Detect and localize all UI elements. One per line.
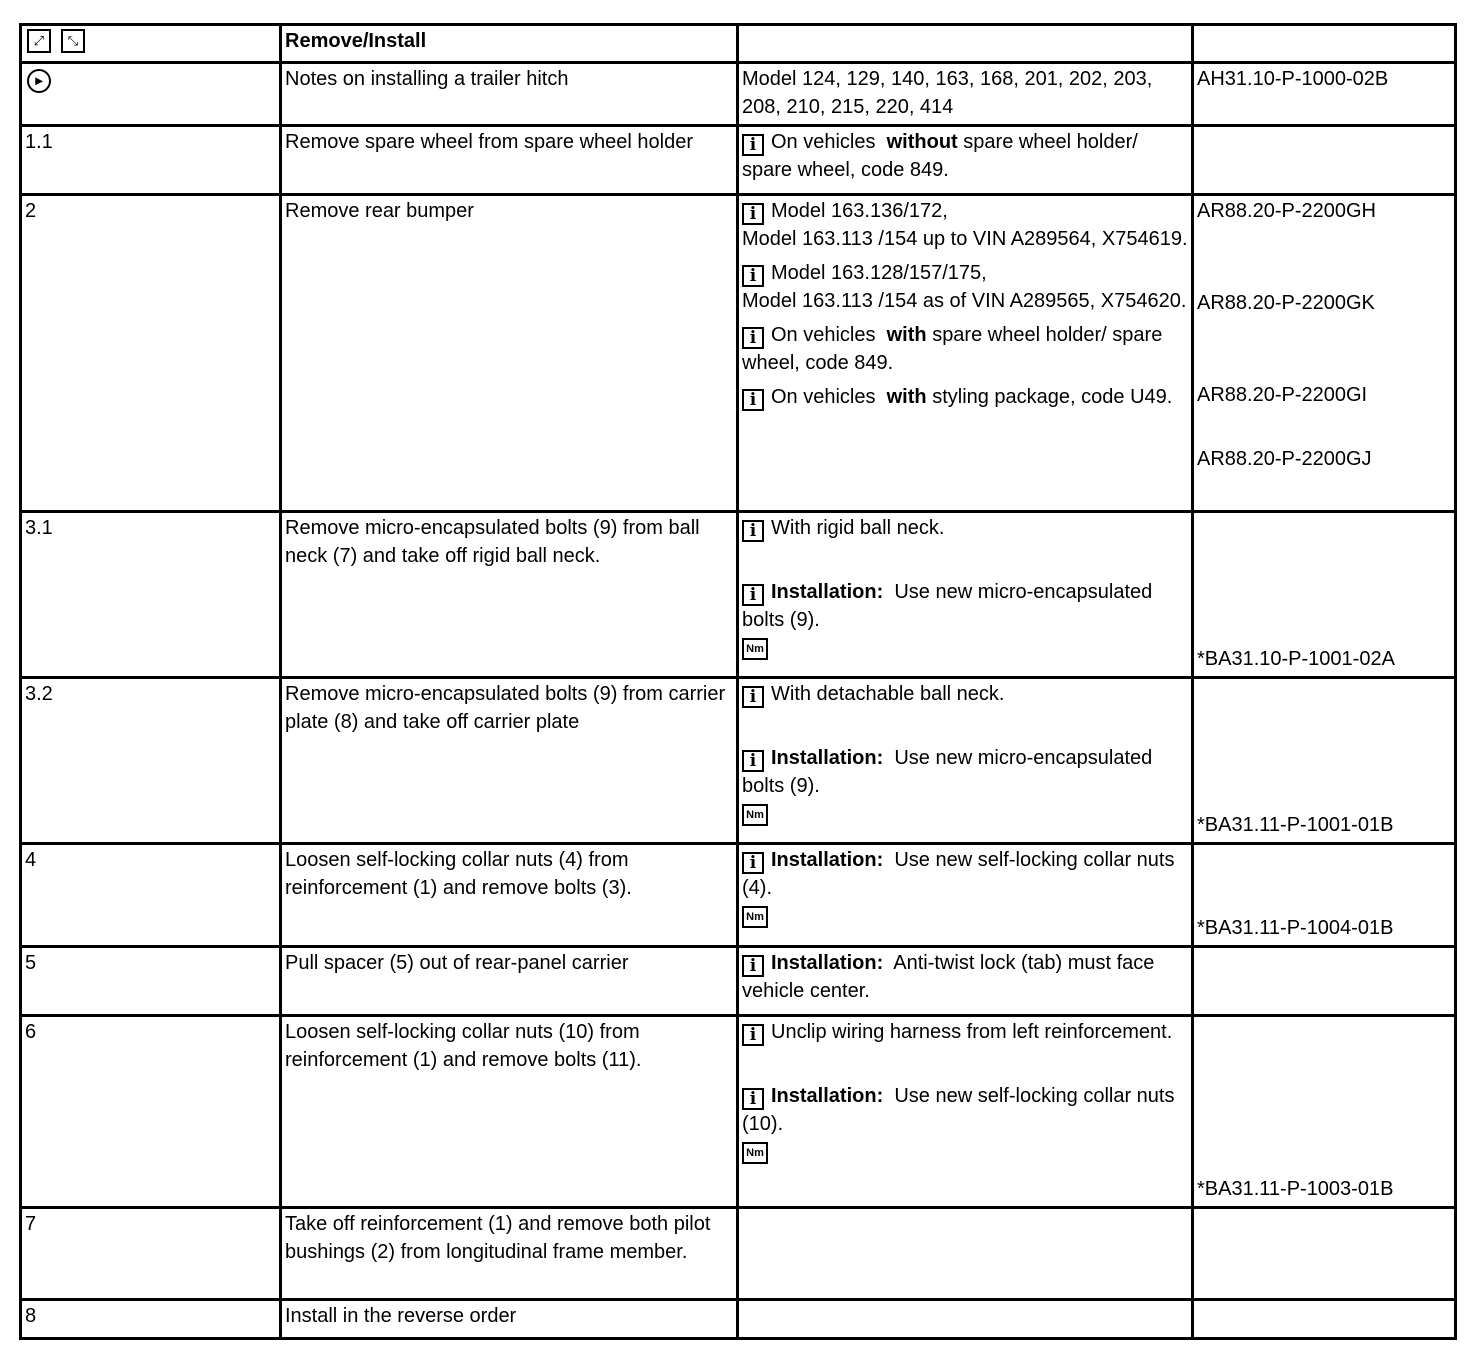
- table-row: [21, 126, 1456, 195]
- step-notes: i Unclip wiring harness from left reinforcement. i Installation: Use new self-locking collar nuts (10). Nm: [738, 1016, 1193, 1208]
- torque-icon: Nm: [742, 1142, 768, 1164]
- info-icon: i: [742, 134, 764, 156]
- torque-ref[interactable]: *BA31.11-P-1003-01B: [1197, 1178, 1394, 1200]
- table-row: [21, 844, 1456, 947]
- step-action: Pull spacer (5) out of rear-panel carrier: [281, 947, 738, 1016]
- torque-icon: Nm: [742, 638, 768, 660]
- step-action: Loosen self-locking collar nuts (4) from reinforcement (1) and remove bolts (3).: [281, 844, 738, 947]
- procedure-table: [19, 23, 1457, 1340]
- step-action: Remove rear bumper: [281, 195, 738, 512]
- step-number: 3.1: [21, 512, 281, 678]
- step-action: Loosen self-locking collar nuts (10) from reinforcement (1) and remove bolts (11).: [281, 1016, 738, 1208]
- table-row: [21, 947, 1456, 1016]
- info-icon: i: [742, 520, 764, 542]
- step-notes: i Model 163.136/172, Model 163.113 /154 up to VIN A289564, X754619. i Model 163.128/157/175, Model 163.113 /154 as of VIN A289565, X754620. i On vehicles with spare wheel holder/ spare wheel, code 849. i On vehicles with styling package, code U49.: [738, 195, 1193, 512]
- torque-ref[interactable]: *BA31.11-P-1001-01B: [1197, 814, 1394, 836]
- step-action: Remove micro-encapsulated bolts (9) from carrier plate (8) and take off carrier plate: [281, 678, 738, 844]
- step-action: Take off reinforcement (1) and remove both pilot bushings (2) from longitudinal frame member.: [281, 1208, 738, 1300]
- step-number: 6: [21, 1016, 281, 1208]
- step-notes: i With rigid ball neck. i Installation: Use new micro-encapsulated bolts (9). Nm: [738, 512, 1193, 678]
- table-row: [21, 195, 1456, 512]
- torque-icon: Nm: [742, 804, 768, 826]
- notes-row: [21, 63, 1456, 126]
- info-icon: i: [742, 750, 764, 772]
- header-row: [21, 25, 1456, 63]
- torque-ref[interactable]: *BA31.10-P-1001-02A: [1197, 648, 1395, 670]
- step-number: 4: [21, 844, 281, 947]
- collapse-arrows-icon[interactable]: ⤡: [61, 29, 85, 53]
- step-action: Remove micro-encapsulated bolts (9) from ball neck (7) and take off rigid ball neck.: [281, 512, 738, 678]
- step-refs: AR88.20-P-2200GH AR88.20-P-2200GK AR88.20-P-2200GI AR88.20-P-2200GJ: [1193, 195, 1456, 512]
- table-row: [21, 512, 1456, 678]
- note-pointer-icon: ▸: [27, 69, 51, 93]
- section-title: Remove/Install: [281, 25, 738, 63]
- torque-icon: Nm: [742, 906, 768, 928]
- torque-ref[interactable]: *BA31.11-P-1004-01B: [1197, 917, 1394, 939]
- step-notes: i On vehicles without spare wheel holder/ spare wheel, code 849.: [738, 126, 1193, 195]
- step-action: Remove spare wheel from spare wheel holder: [281, 126, 738, 195]
- info-icon: i: [742, 389, 764, 411]
- info-icon: i: [742, 265, 764, 287]
- step-number: 5: [21, 947, 281, 1016]
- step-action: Install in the reverse order: [281, 1300, 738, 1339]
- step-number: 3.2: [21, 678, 281, 844]
- step-notes: i Installation: Anti-twist lock (tab) must face vehicle center.: [738, 947, 1193, 1016]
- step-number: 8: [21, 1300, 281, 1339]
- info-icon: i: [742, 1024, 764, 1046]
- step-number: 7: [21, 1208, 281, 1300]
- info-icon: i: [742, 1088, 764, 1110]
- info-icon: i: [742, 203, 764, 225]
- table-row: [21, 1300, 1456, 1339]
- notes-models: Model 124, 129, 140, 163, 168, 201, 202, 203, 208, 210, 215, 220, 414: [738, 63, 1193, 126]
- table-row: [21, 1208, 1456, 1300]
- step-number: 2: [21, 195, 281, 512]
- info-icon: i: [742, 852, 764, 874]
- table-row: [21, 678, 1456, 844]
- expand-arrows-icon[interactable]: ⤢: [27, 29, 51, 53]
- info-icon: i: [742, 955, 764, 977]
- step-number: 1.1: [21, 126, 281, 195]
- notes-ref[interactable]: AH31.10-P-1000-02B: [1193, 63, 1456, 126]
- info-icon: i: [742, 584, 764, 606]
- info-icon: i: [742, 327, 764, 349]
- notes-text: Notes on installing a trailer hitch: [281, 63, 738, 126]
- info-icon: i: [742, 686, 764, 708]
- step-notes: i Installation: Use new self-locking collar nuts (4). Nm: [738, 844, 1193, 947]
- step-notes: i With detachable ball neck. i Installation: Use new micro-encapsulated bolts (9). Nm: [738, 678, 1193, 844]
- table-row: [21, 1016, 1456, 1208]
